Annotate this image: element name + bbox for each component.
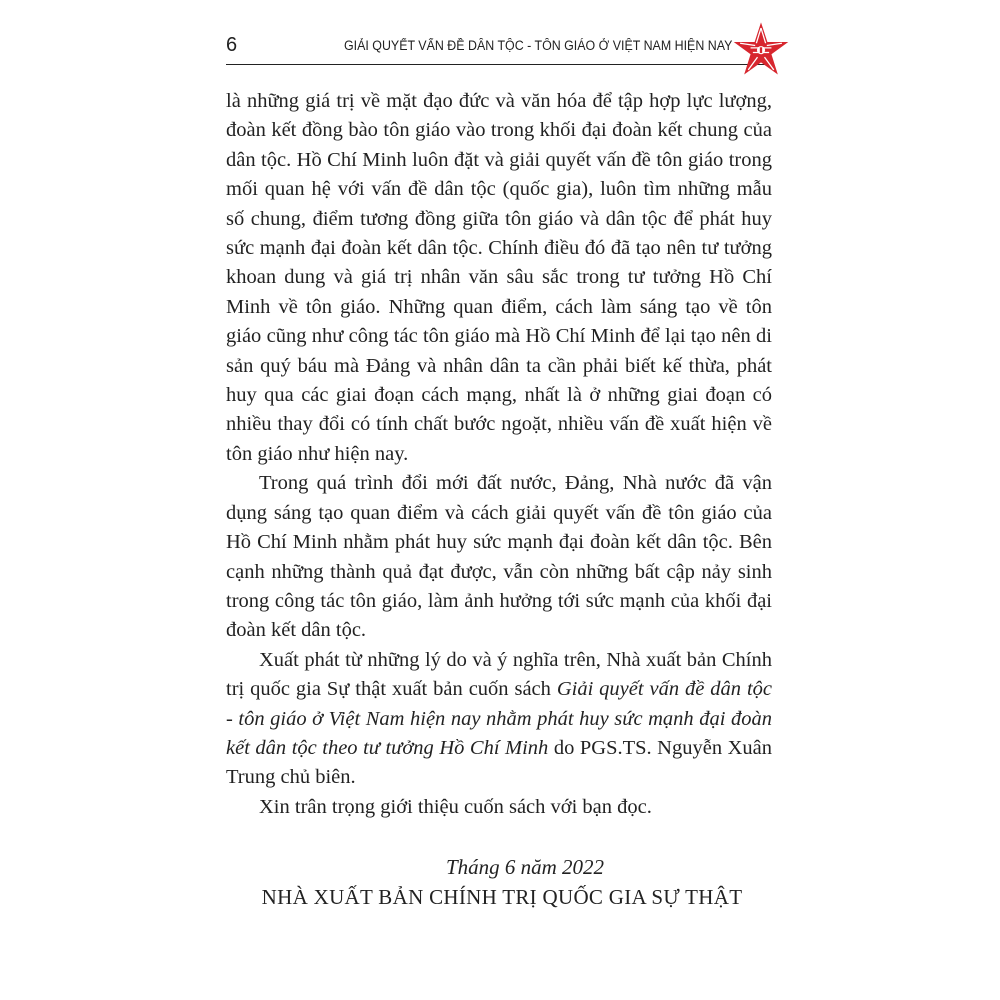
paragraph-1: là những giá trị về mặt đạo đức và văn hóa để tập hợp lực lượng, đoàn kết đồng bào tôn giáo vào trong khối đại đoàn kết chung của dân tộc. Hồ Chí Minh luôn đặt và giải quyết vấn đề tôn giáo trong mối quan hệ với vấn đề dân tộc (quốc gia), luôn tìm những mẫu số chung, điểm tương đồng giữa tôn giáo và dân tộc để phát huy sức mạnh đại đoàn kết dân tộc. Chính điều đó đã tạo nên tư tưởng khoan dung và giá trị nhân văn sâu sắc trong tư tưởng Hồ Chí Minh về tôn giáo. Những quan điểm, cách làm sáng tạo về tôn giáo cũng như công tác tôn giáo mà Hồ Chí Minh để lại tạo nên di sản quý báu mà Đảng và nhân dân ta cần phải biết kế thừa, phát huy qua các giai đoạn cách mạng, nhất là ở những giai đoạn có nhiều thay đổi có tính chất bước ngoặt, nhiều vấn đề xuất hiện về tôn giáo như hiện nay.: [226, 90, 772, 465]
body-text: [226, 87, 772, 822]
paragraph-3-tail: do PGS.TS. Nguyễn Xuân Trung chủ biên.: [226, 736, 772, 789]
paragraph-3-lead: Xuất phát từ những lý do và ý nghĩa trên, Nhà xuất bản Chính trị quốc gia Sự thật xuất bản cuốn sách: [226, 648, 772, 701]
page-number: 6: [226, 34, 238, 56]
signature-publisher: NHÀ XUẤT BẢN CHÍNH TRỊ QUỐC GIA SỰ THẬT: [261, 885, 743, 909]
paragraph-2: Trong quá trình đổi mới đất nước, Đảng, Nhà nước đã vận dụng sáng tạo quan điểm và cách giải quyết vấn đề tôn giáo của Hồ Chí Minh nhằm phát huy sức mạnh đại đoàn kết dân tộc. Bên cạnh những thành quả đạt được, vẫn còn những bất cập nảy sinh trong công tác tôn giáo, làm ảnh hưởng tới sức mạnh của khối đại đoàn kết dân tộc.: [226, 472, 772, 642]
book-title: Giải quyết vấn đề dân tộc - tôn giáo ở Việt Nam hiện nay nhằm phát huy sức mạnh đại đoàn kết dân tộc theo tư tưởng Hồ Chí Minh: [226, 678, 772, 759]
signature-block: [226, 852, 772, 912]
running-title: GIẢI QUYẾT VẤN ĐỀ DÂN TỘC - TÔN GIÁO Ở VIỆT NAM HIỆN NAY: [344, 38, 733, 53]
red-star-logo-icon: [732, 20, 790, 78]
signature-date: Tháng 6 năm 2022: [445, 855, 605, 879]
page-header: [226, 30, 766, 65]
paragraph-3: [226, 646, 772, 793]
paragraph-4: Xin trân trọng giới thiệu cuốn sách với bạn đọc.: [259, 795, 652, 818]
